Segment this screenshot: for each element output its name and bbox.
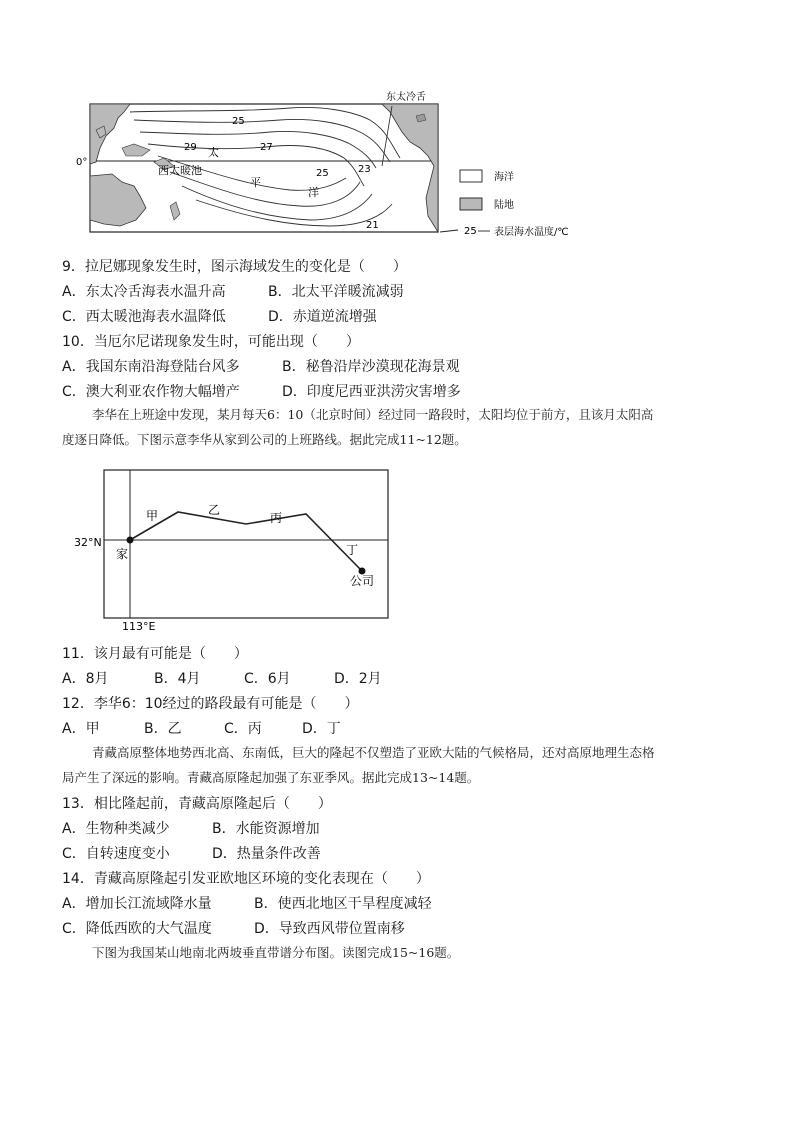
q14-option-c: C．降低西欧的大气温度 (62, 921, 212, 937)
q14-stem: 14．青藏高原隆起引发亚欧地区环境的变化表现在（ ） (62, 871, 430, 887)
isotherm-label: 25 (232, 116, 245, 127)
isotherm-label: 29 (184, 142, 197, 153)
q10-option-c: C．澳大利亚农作物大幅增产 (62, 384, 240, 400)
q13-option-d: D．热量条件改善 (212, 846, 321, 862)
passage-2-line-1: 青藏高原整体地势西北高、东南低，巨大的隆起不仅塑造了亚欧大陆的气候格局，还对高原地理生态格 (92, 745, 655, 760)
isotherm-label: 25 (316, 168, 329, 179)
tai-label: 太 (208, 146, 219, 159)
q11-option-c: C．6月 (244, 671, 291, 687)
legend-land-swatch (460, 198, 482, 210)
q13-option-a: A．生物种类减少 (62, 821, 170, 837)
q9-option-b: B．北太平洋暖流减弱 (268, 284, 404, 300)
legend-land-label: 陆地 (494, 200, 514, 211)
warm-pool-label: 西太暖池 (158, 164, 202, 177)
callout-label: 东太冷舌 (386, 92, 426, 103)
pacific-sst-map (60, 86, 620, 246)
lat-label: 32°N (74, 536, 102, 549)
passage-3-line-1: 下图为我国某山地南北两坡垂直带谱分布图。读图完成15~16题。 (92, 945, 460, 960)
legend-isoline-label: 表层海水温度/℃ (494, 227, 569, 238)
segment-yi-label: 乙 (208, 503, 221, 517)
q10-option-d: D．印度尼西亚洪涝灾害增多 (282, 384, 461, 400)
isotherm-label: 27 (260, 142, 273, 153)
isotherm-label: 21 (366, 220, 379, 231)
passage-2-line-2: 局产生了深远的影响。青藏高原隆起加强了东亚季风。据此完成13~14题。 (62, 770, 480, 785)
q10-stem: 10．当厄尔尼诺现象发生时，可能出现（ ） (62, 334, 360, 350)
q12-option-c: C．丙 (224, 721, 262, 737)
home-marker (127, 537, 134, 544)
isotherm-label: 23 (358, 164, 371, 175)
legend-isoline (440, 230, 458, 232)
segment-jia-label: 甲 (146, 509, 159, 523)
ping-label: 平 (250, 176, 261, 189)
q11-option-b: B．4月 (154, 671, 201, 687)
q10-option-a: A．我国东南沿海登陆台风多 (62, 359, 240, 375)
passage-1-line-1: 李华在上班途中发现，某月每天6：10（北京时间）经过同一路段时，太阳均位于前方，且该月太阳高 (92, 407, 654, 422)
company-label: 公司 (350, 574, 375, 588)
legend-ocean-swatch (460, 170, 482, 182)
route-figure (70, 466, 400, 632)
q14-option-a: A．增加长江流域降水量 (62, 896, 212, 912)
q12-option-d: D．丁 (302, 721, 341, 737)
q11-stem: 11．该月最有可能是（ ） (62, 646, 248, 662)
q12-stem: 12．李华6：10经过的路段最有可能是（ ） (62, 696, 359, 712)
q13-option-c: C．自转速度变小 (62, 846, 170, 862)
q9-option-a: A．东太冷舌海表水温升高 (62, 284, 226, 300)
q11-option-a: A．8月 (62, 671, 109, 687)
q9-option-d: D．赤道逆流增强 (268, 309, 377, 325)
q13-option-b: B．水能资源增加 (212, 821, 320, 837)
route-map (70, 466, 400, 632)
segment-bing-label: 丙 (270, 511, 283, 525)
segment-ding-label: 丁 (346, 543, 359, 557)
q10-option-b: B．秘鲁沿岸沙漠现花海景观 (282, 359, 460, 375)
legend-ocean-label: 海洋 (494, 172, 514, 183)
q14-option-d: D．导致西风带位置南移 (254, 921, 405, 937)
pacific-sst-figure (60, 86, 620, 246)
q11-option-d: D．2月 (334, 671, 382, 687)
passage-1-line-2: 度逐日降低。下图示意李华从家到公司的上班路线。据此完成11~12题。 (62, 432, 467, 447)
q13-stem: 13．相比隆起前，青藏高原隆起后（ ） (62, 796, 332, 812)
lon-label: 113°E (122, 620, 156, 632)
home-label: 家 (116, 547, 129, 561)
legend-isoline-value: 25 (464, 226, 477, 237)
lat-label: 0° (76, 157, 88, 168)
q14-option-b: B．使西北地区干旱程度减轻 (254, 896, 432, 912)
q9-stem: 9．拉尼娜现象发生时，图示海域发生的变化是（ ） (62, 259, 407, 275)
q12-option-b: B．乙 (144, 721, 182, 737)
yang-label: 洋 (308, 186, 319, 199)
q9-option-c: C．西太暖池海表水温降低 (62, 309, 226, 325)
q12-option-a: A．甲 (62, 721, 100, 737)
